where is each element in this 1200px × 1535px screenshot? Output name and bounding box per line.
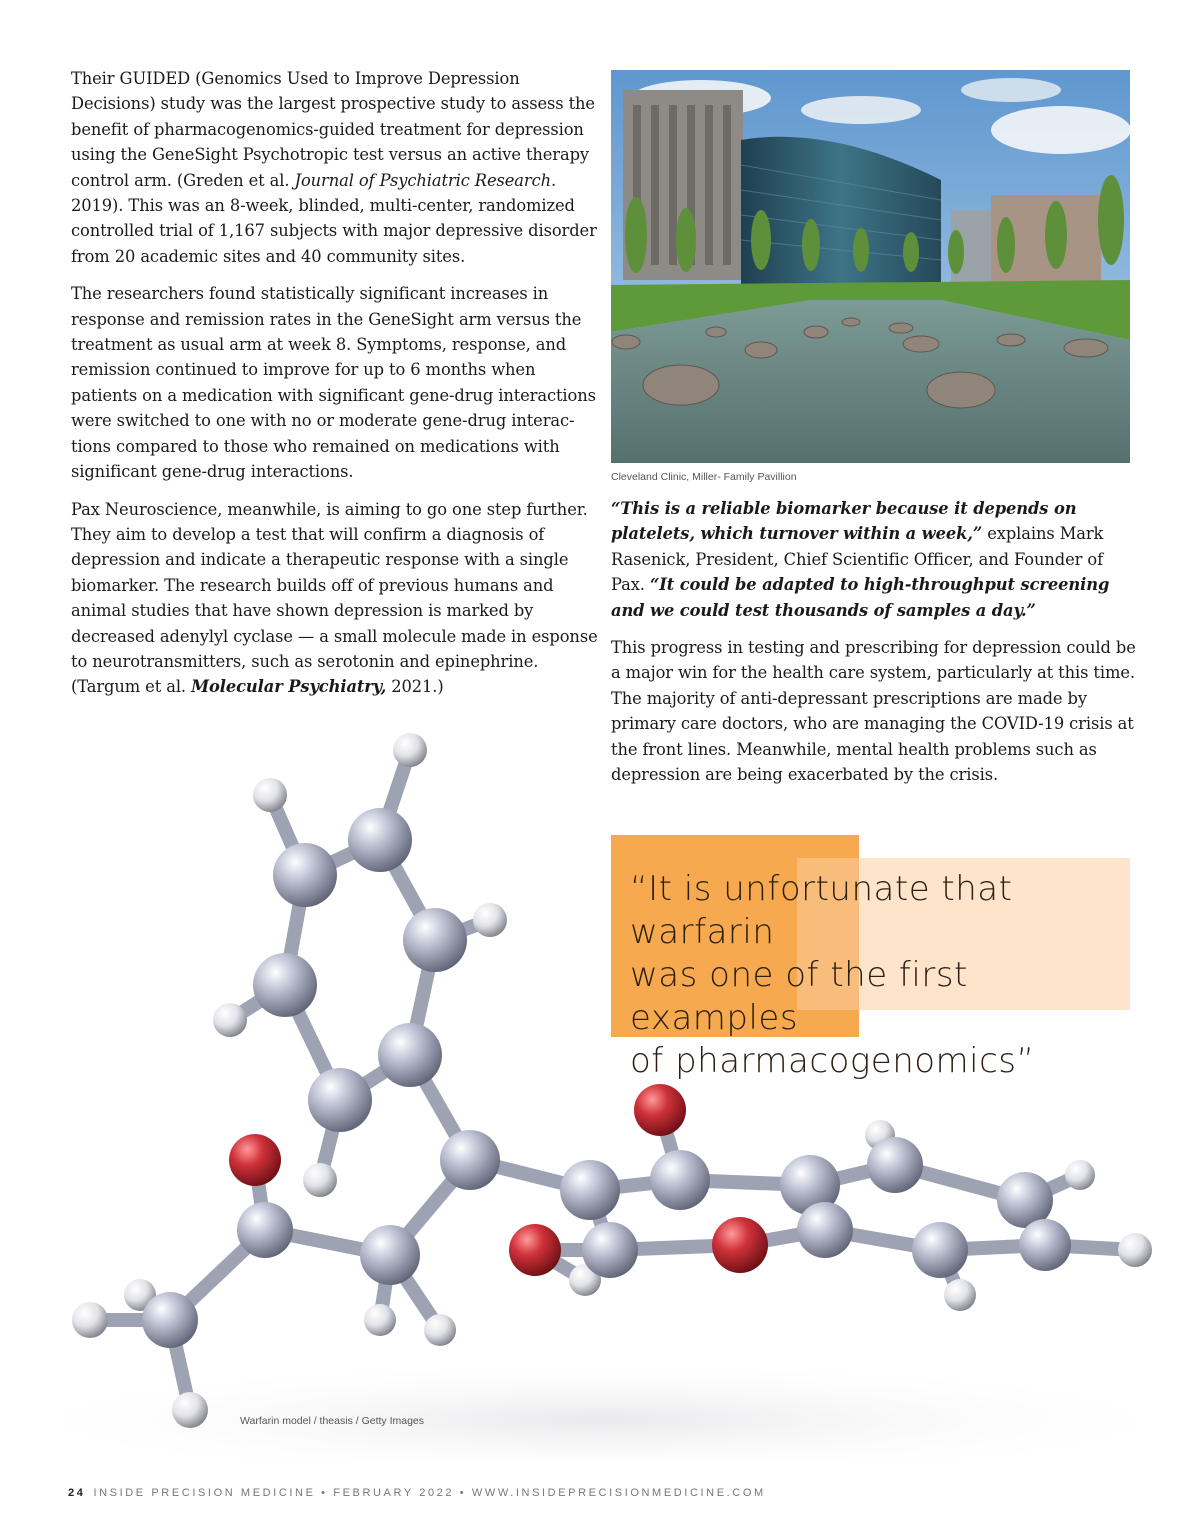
journal-title: Journal of Psychiatric Research — [294, 170, 551, 190]
paragraph-quote — [611, 496, 1136, 623]
journal-title: Molecular Psychiatry, — [191, 677, 387, 697]
warfarin-molecule — [0, 720, 1200, 1460]
building-photo — [611, 70, 1130, 463]
pull-quote-line: of pharmacogenomics” — [630, 1041, 1035, 1081]
paragraph-results: The researchers found statistically significant increases in response and remission rates in the GeneSight arm versus the treatment as usual arm at week 8. Symptoms, response, and remission continued to improve for up to 6 months when patients on a medication with significant gene-drug interactions were switched to one with no or moderate gene-drug interac-tions compared to those who remained on medications with significant gene-drug interactions. — [71, 284, 596, 482]
quote-part-2: “It could be adapted to high-throughput screening and we could test thousands of samples a day.” — [611, 575, 1110, 620]
molecule-caption: Warfarin model / theasis / Getty Images — [240, 1415, 425, 1427]
footer-text: INSIDE PRECISION MEDICINE • FEBRUARY 2022 • WWW.INSIDEPRECISIONMEDICINE.COM — [93, 1487, 766, 1499]
paragraph-progress: This progress in testing and prescribing for depression could be a major win for the health care system, particularly at this time. The majority of anti-depressant prescriptions are made by primary care doctors, who are managing the COVID-19 crisis at the front lines. Meanwhile, mental health problems such as depression are being exacerbated by the crisis. — [611, 638, 1136, 785]
paragraph-pax: Pax Neuroscience, meanwhile, is aiming to go one step further. They aim to develop a test that will confirm a diagnosis of depression and indicate a therapeutic response with a single biomarker. The research builds off of previous humans and animal studies that have shown depression is marked by decreased adenylyl cyclase — a small molecule made in esponse to neurotransmitters, such as serotonin and epinephrine. (Targum et al. Molecular Psychiatry, 2021.) — [71, 499, 598, 697]
quote-attribution: explains Mark Rasenick, President, Chief Scientific Officer, and Founder of Pax. — [611, 524, 1104, 595]
left-column — [71, 66, 601, 712]
building-photo-illustration — [611, 70, 1130, 463]
pull-quote-line: was one of the first examples — [630, 955, 968, 1038]
page-number: 24 — [68, 1487, 86, 1499]
photo-caption: Cleveland Clinic, Miller- Family Pavillion — [611, 471, 797, 483]
pull-quote — [630, 868, 1130, 1083]
page-footer — [68, 1487, 766, 1499]
pull-quote-line: “It is unfortunate that warfarin — [630, 869, 1013, 952]
paragraph-guided-study: Their GUIDED (Genomics Used to Improve Depression Decisions) study was the largest prospective study to assess the benefit of pharmacogenomics-guided treatment for depression using the GeneSight Psychotropic test versus an active therapy control arm. (Greden et al. Journal of Psychiatric Research. 2019). This was an 8-week, blinded, multi-center, randomized controlled trial of 1,167 subjects with major depressive disorder from 20 academic sites and 40 community sites. — [71, 69, 597, 266]
quote-part-1: “This is a reliable biomarker because it depends on platelets, which turnover within a week,” — [611, 499, 1077, 544]
